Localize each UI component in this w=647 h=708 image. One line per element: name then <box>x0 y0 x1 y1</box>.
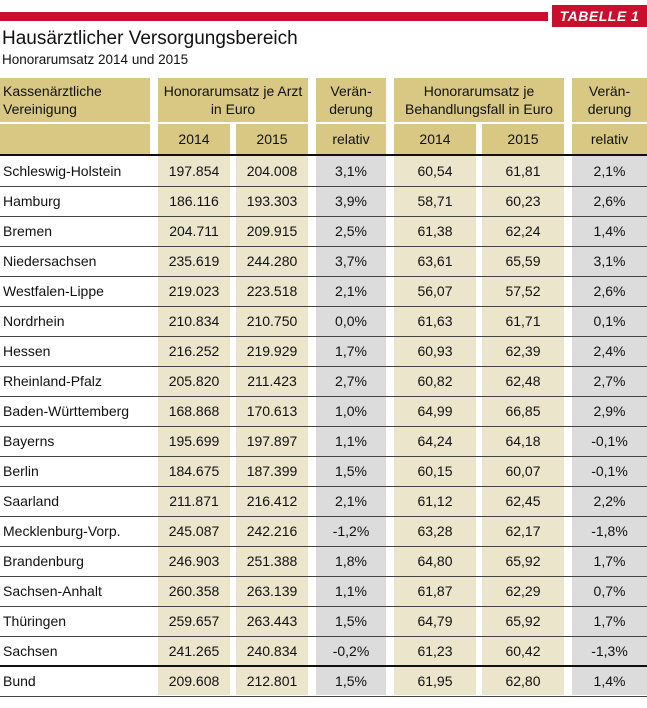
cell-relativ-1: 2,7% <box>335 373 367 389</box>
cell-2015-arzt: 170.613 <box>246 403 298 419</box>
cell-2015-fall: 60,23 <box>505 193 541 209</box>
cell-relativ-1: -0,2% <box>332 643 370 659</box>
cell-relativ-2: -0,1% <box>591 433 628 449</box>
cell-relativ-1: 2,1% <box>335 283 367 299</box>
cell-2014-arzt: 195.699 <box>168 433 220 449</box>
cell-relativ-1: 2,5% <box>335 223 367 239</box>
cell-kv: Bayerns <box>3 433 55 449</box>
cell-kv: Hessen <box>3 343 51 359</box>
cell-2015-fall: 60,07 <box>505 463 541 479</box>
cell-2015-arzt: 211.423 <box>247 373 297 389</box>
header-veraenderung-1: Verän-derung <box>316 78 386 122</box>
cell-relativ-1: 1,0% <box>335 403 367 419</box>
cell-2015-fall: 62,17 <box>505 523 541 539</box>
cell-2014-arzt: 241.265 <box>168 643 220 659</box>
cell-kv: Hamburg <box>3 193 61 209</box>
cell-2015-arzt: 219.929 <box>246 343 298 359</box>
cell-2015-arzt: 204.008 <box>246 163 298 179</box>
page-title: Hausärztlicher Versorgungsbereich <box>2 28 298 49</box>
cell-2015-fall: 65,92 <box>505 553 541 569</box>
cell-2014-arzt: 184.675 <box>168 463 220 479</box>
page-subtitle: Honorarumsatz 2014 und 2015 <box>2 52 189 67</box>
cell-2014-fall: 61,12 <box>417 493 453 509</box>
cell-kv: Westfalen-Lippe <box>3 283 104 299</box>
cell-kv: Nordrhein <box>3 313 65 329</box>
cell-kv: Rheinland-Pfalz <box>3 373 102 389</box>
cell-2014-arzt: 209.608 <box>168 673 220 689</box>
cell-relativ-1: 0,0% <box>335 313 367 329</box>
cell-2015-fall: 62,29 <box>505 583 541 599</box>
cell-kv: Brandenburg <box>3 553 84 569</box>
cell-2014-fall: 56,07 <box>417 283 453 299</box>
cell-2015-arzt: 187.399 <box>246 463 298 479</box>
cell-2014-fall: 60,93 <box>417 343 453 359</box>
subheader-blank <box>0 124 150 154</box>
cell-kv: Niedersachsen <box>3 253 97 269</box>
cell-2015-fall: 60,42 <box>505 643 541 659</box>
cell-relativ-1: 1,5% <box>335 673 367 689</box>
header-honorar-fall: Honorarumsatz je Behandlungsfall in Euro <box>394 78 564 122</box>
cell-2015-arzt: 263.139 <box>246 583 298 599</box>
cell-2014-arzt: 210.834 <box>168 313 220 329</box>
cell-2015-arzt: 263.443 <box>246 613 298 629</box>
cell-2014-fall: 60,54 <box>417 163 453 179</box>
cell-kv: Mecklenburg-Vorp. <box>3 523 121 539</box>
cell-relativ-1: 1,1% <box>335 433 367 449</box>
cell-kv: Saarland <box>3 493 60 509</box>
cell-2014-fall: 60,15 <box>417 463 453 479</box>
cell-relativ-2: 2,9% <box>593 403 626 419</box>
cell-2014-arzt: 216.252 <box>168 343 220 359</box>
cell-2014-fall: 61,23 <box>417 643 453 659</box>
cell-2014-fall: 64,80 <box>417 553 453 569</box>
cell-2015-fall: 62,39 <box>505 343 541 359</box>
cell-kv: Bund <box>3 673 36 689</box>
cell-2014-arzt: 186.116 <box>169 193 219 209</box>
cell-2014-fall: 61,38 <box>417 223 453 239</box>
cell-relativ-1: 3,7% <box>335 253 367 269</box>
cell-relativ-2: 1,4% <box>593 673 626 689</box>
cell-2015-arzt: 212.801 <box>246 673 298 689</box>
cell-2014-arzt: 205.820 <box>168 373 220 389</box>
cell-2015-fall: 65,59 <box>505 253 541 269</box>
cell-2015-arzt: 193.303 <box>246 193 298 209</box>
subheader-2014-fall: 2014 <box>394 124 476 154</box>
cell-relativ-2: 2,6% <box>593 193 626 209</box>
cell-relativ-2: 2,4% <box>593 343 626 359</box>
cell-2014-arzt: 219.023 <box>168 283 220 299</box>
table-tag: TABELLE 1 <box>552 5 647 27</box>
cell-relativ-2: 0,1% <box>593 313 626 329</box>
cell-2014-fall: 60,82 <box>417 373 453 389</box>
cell-2014-arzt: 260.358 <box>168 583 220 599</box>
cell-2015-fall: 62,48 <box>505 373 541 389</box>
cell-2015-arzt: 223.518 <box>246 283 298 299</box>
cell-relativ-1: 1,7% <box>335 343 367 359</box>
cell-kv: Sachsen <box>3 643 58 659</box>
cell-kv: Sachsen-Anhalt <box>3 583 102 599</box>
subheader-2014-arzt: 2014 <box>158 124 230 154</box>
cell-2014-arzt: 204.711 <box>169 223 219 239</box>
cell-relativ-2: 2,2% <box>593 493 626 509</box>
cell-relativ-2: -0,1% <box>591 463 628 479</box>
cell-2014-fall: 61,87 <box>417 583 453 599</box>
cell-2015-arzt: 216.412 <box>246 493 298 509</box>
cell-relativ-2: 1,7% <box>593 553 626 569</box>
header-veraenderung-2: Verän-derung <box>572 78 647 122</box>
cell-relativ-2: 3,1% <box>593 253 626 269</box>
cell-relativ-2: 2,7% <box>593 373 626 389</box>
cell-2014-arzt: 211.871 <box>169 493 219 509</box>
cell-2015-fall: 65,92 <box>505 613 541 629</box>
cell-2015-fall: 66,85 <box>505 403 541 419</box>
cell-relativ-1: 1,8% <box>335 553 367 569</box>
cell-2015-fall: 64,18 <box>505 433 541 449</box>
cell-relativ-2: 1,7% <box>593 613 626 629</box>
cell-2015-arzt: 197.897 <box>246 433 298 449</box>
cell-2015-fall: 61,71 <box>505 313 541 329</box>
table-bottom-border <box>0 696 647 697</box>
cell-2014-fall: 63,61 <box>417 253 453 269</box>
cell-2014-arzt: 259.657 <box>168 613 220 629</box>
cell-2014-fall: 61,95 <box>417 673 453 689</box>
cell-kv: Baden-Württemberg <box>3 403 130 419</box>
header-kv: Kassenärztliche Vereinigung <box>0 78 150 122</box>
cell-2014-fall: 58,71 <box>417 193 453 209</box>
cell-relativ-2: -1,3% <box>591 643 628 659</box>
cell-2014-fall: 64,24 <box>417 433 453 449</box>
cell-2015-fall: 62,80 <box>505 673 541 689</box>
top-accent-bar <box>0 12 548 21</box>
cell-relativ-1: 3,1% <box>335 163 367 179</box>
cell-2015-arzt: 210.750 <box>246 313 298 329</box>
cell-2014-fall: 63,28 <box>417 523 453 539</box>
cell-kv: Schleswig-Holstein <box>3 163 122 179</box>
cell-2014-fall: 61,63 <box>417 313 453 329</box>
cell-relativ-2: 2,1% <box>593 163 626 179</box>
cell-kv: Bremen <box>3 223 53 239</box>
cell-2015-fall: 62,24 <box>505 223 541 239</box>
cell-2014-arzt: 246.903 <box>168 553 220 569</box>
cell-2015-arzt: 244.280 <box>246 253 298 269</box>
cell-relativ-1: 1,5% <box>335 463 367 479</box>
cell-2015-fall: 57,52 <box>505 283 541 299</box>
cell-relativ-1: 3,9% <box>335 193 367 209</box>
subheader-2015-arzt: 2015 <box>236 124 308 154</box>
cell-2014-arzt: 245.087 <box>168 523 220 539</box>
header-honorar-arzt: Honorarumsatz je Arzt in Euro <box>158 78 308 122</box>
cell-relativ-1: 1,5% <box>335 613 367 629</box>
cell-2014-arzt: 197.854 <box>168 163 220 179</box>
cell-relativ-1: -1,2% <box>332 523 370 539</box>
cell-2014-fall: 64,79 <box>417 613 453 629</box>
cell-2014-arzt: 168.868 <box>168 403 220 419</box>
subheader-2015-fall: 2015 <box>482 124 564 154</box>
subheader-relativ-2: relativ <box>572 124 647 154</box>
cell-relativ-2: -1,8% <box>591 523 628 539</box>
cell-2014-arzt: 235.619 <box>168 253 220 269</box>
cell-2015-arzt: 242.216 <box>246 523 298 539</box>
cell-relativ-2: 0,7% <box>593 583 626 599</box>
cell-2015-fall: 62,45 <box>505 493 541 509</box>
cell-relativ-1: 2,1% <box>335 493 367 509</box>
cell-2014-fall: 64,99 <box>417 403 453 419</box>
cell-relativ-2: 2,6% <box>593 283 626 299</box>
cell-kv: Thüringen <box>3 613 67 629</box>
cell-2015-fall: 61,81 <box>505 163 541 179</box>
cell-2015-arzt: 209.915 <box>246 223 298 239</box>
cell-kv: Berlin <box>3 463 39 479</box>
cell-2015-arzt: 240.834 <box>246 643 298 659</box>
cell-relativ-2: 1,4% <box>593 223 626 239</box>
subheader-relativ-1: relativ <box>316 124 386 154</box>
cell-2015-arzt: 251.388 <box>246 553 298 569</box>
cell-relativ-1: 1,1% <box>335 583 367 599</box>
